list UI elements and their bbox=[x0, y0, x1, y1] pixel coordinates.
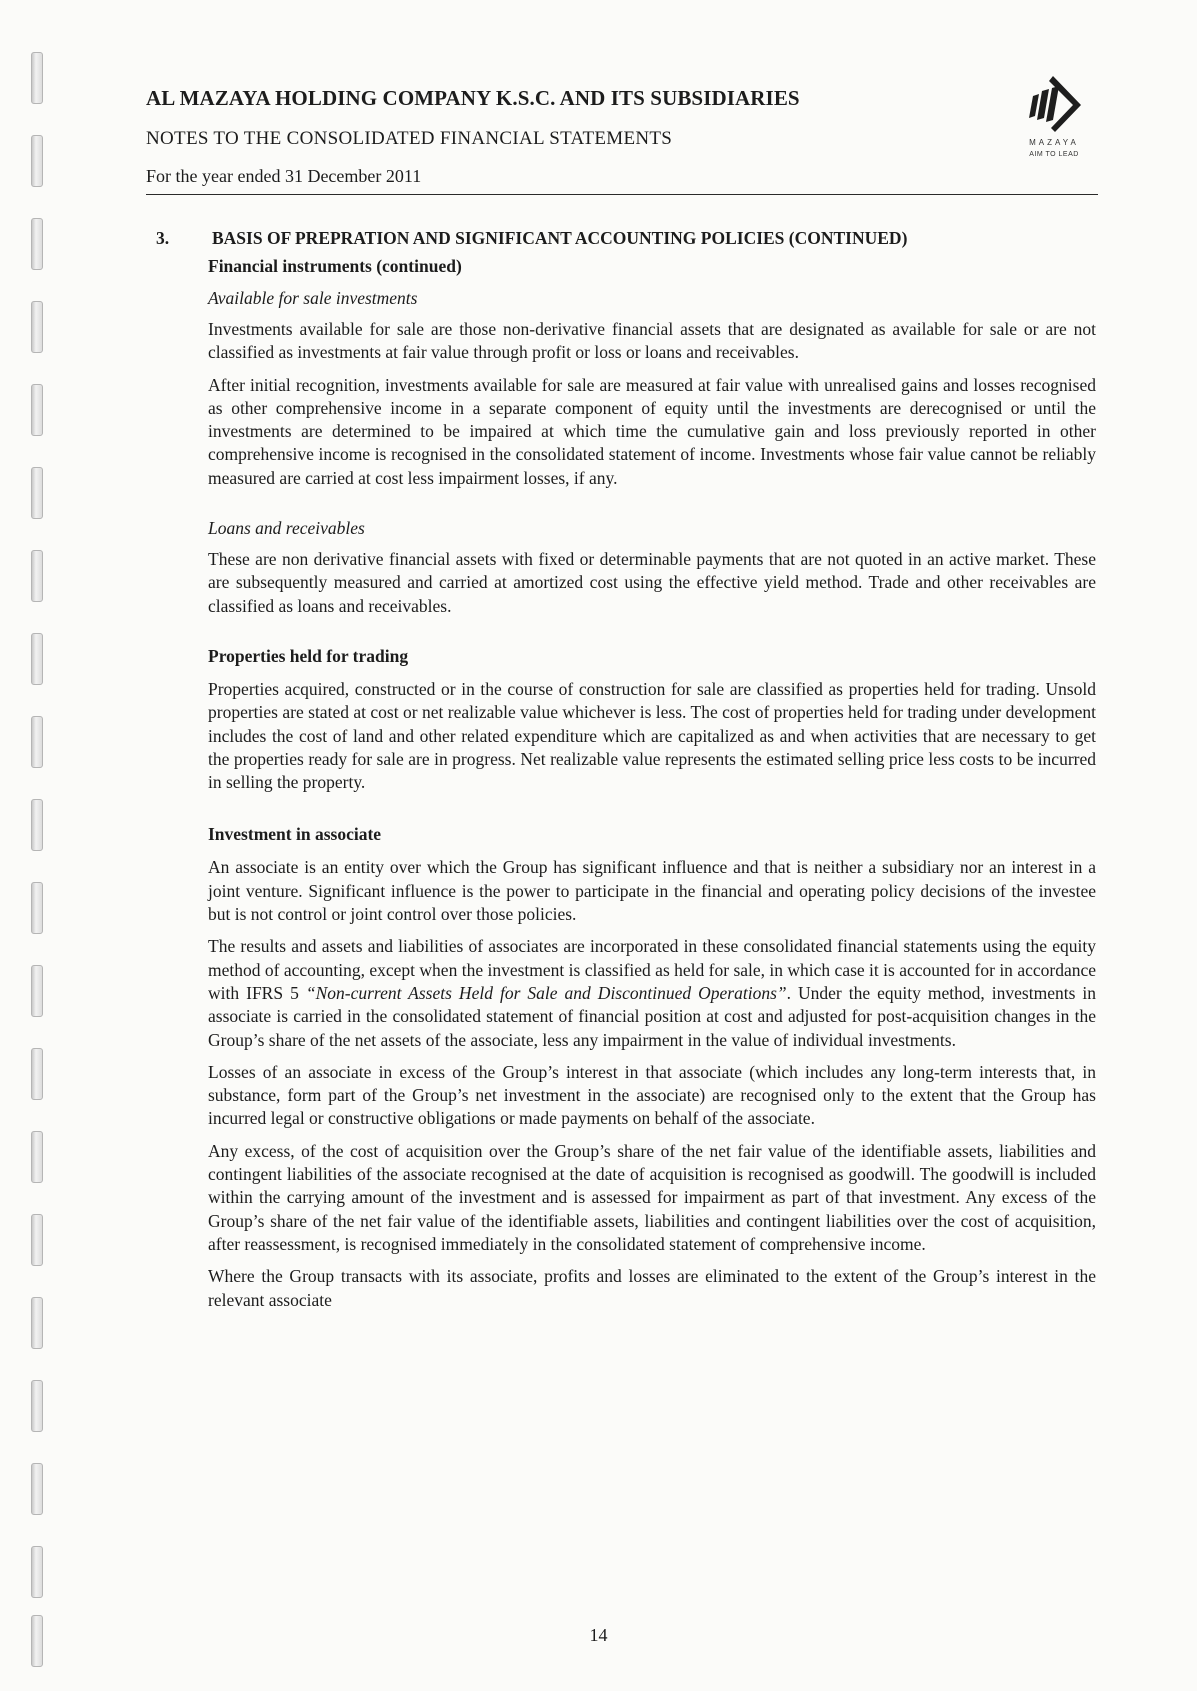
binder-punch-holes bbox=[0, 0, 60, 1691]
punch-hole bbox=[31, 882, 43, 934]
afs-paragraph: Investments available for sale are those non-derivative financial assets that are designated as available for sale or are not classified as investments at fair value through profit or loss or loans and receivables. bbox=[208, 319, 1096, 363]
properties-paragraph: Properties acquired, constructed or in the course of construction for sale are classified as properties held for trading. Unsold properties are stated at cost or net realizable value whichever is less. The cost of properties held for trading under development includes the cost of land and other related expenditure which are capitalized as and when activities that are necessary to get the properties ready for sale are in progress. Net realizable value represents the estimated selling price less costs to be incurred in selling the property. bbox=[208, 678, 1096, 793]
ifrs-reference: “Non-current Assets Held for Sale and Discontinued Operations” bbox=[305, 982, 787, 1003]
punch-hole bbox=[31, 1463, 43, 1515]
associate-text: . Under the equity method, investments in associate is carried in the consolidated statement of financial position at cost and adjusted for post-acquisition changes in the Group’s share of the net assets of the associate, less any impairment in the value of individual investments. bbox=[208, 982, 1097, 1050]
loans-paragraph: These are non derivative financial assets with fixed or determinable payments that are not quoted in an active market. These are subsequently measured and carried at amortized cost using the effective yield method. Trade and other receivables are classified as loans and receivables. bbox=[208, 549, 1096, 616]
punch-hole bbox=[31, 301, 43, 353]
punch-hole bbox=[31, 52, 43, 104]
punch-hole bbox=[31, 1048, 43, 1100]
section-heading bbox=[156, 228, 1096, 252]
punch-hole bbox=[31, 1131, 43, 1183]
page-header bbox=[146, 86, 1100, 196]
punch-hole bbox=[31, 716, 43, 768]
associate-paragraph: Where the Group transacts with its associate, profits and losses are eliminated to the extent of the Group’s interest in the relevant associate bbox=[208, 1266, 1096, 1310]
section-title: BASIS OF PREPRATION AND SIGNIFICANT ACCOUNTING POLICIES (CONTINUED) bbox=[212, 228, 908, 248]
punch-hole bbox=[31, 135, 43, 187]
notes-content bbox=[156, 228, 1096, 1321]
section-body bbox=[208, 256, 1096, 1312]
associate-paragraph: Losses of an associate in excess of the Group’s interest in that associate (which includes any long-term interests that, in substance, form part of the Group’s net investment in the associate) are recognised only to the extent that the Group has incurred legal or constructive obligations or made payments on behalf of the associate. bbox=[208, 1061, 1096, 1129]
punch-hole bbox=[31, 1297, 43, 1349]
loans-heading: Loans and receivables bbox=[208, 518, 365, 539]
punch-hole bbox=[31, 799, 43, 851]
subsection-heading: Financial instruments (continued) bbox=[208, 256, 462, 276]
company-logo bbox=[1006, 74, 1102, 174]
afs-heading: Available for sale investments bbox=[208, 288, 418, 308]
header-divider bbox=[146, 194, 1098, 195]
logo-wordmark: MAZAYA bbox=[1029, 138, 1079, 147]
associate-heading: Investment in associate bbox=[208, 824, 382, 845]
afs-paragraph: After initial recognition, investments available for sale are measured at fair value with unrealised gains and losses recognised as other comprehensive income in a separate component of equity until the investments are derecognised or until the investments are determined to be impaired at which time the cumulative gain and loss previously reported in other comprehensive income is recognised in the consolidated statement of income. Investments whose fair value cannot be reliably measured are carried at cost less impairment losses, if any. bbox=[208, 374, 1096, 488]
punch-hole bbox=[31, 1546, 43, 1598]
punch-hole bbox=[31, 218, 43, 270]
associate-paragraph: Any excess, of the cost of acquisition over the Group’s share of the net fair value of the identifiable assets, liabilities and contingent liabilities of the associate recognised at the date of acquisition is recognised as goodwill. The goodwill is included within the carrying amount of the investment and is assessed for impairment as part of that investment. Any excess of the Group’s share of the net fair value of the identifiable assets, liabilities and contingent liabilities over the cost of acquisition, after reassessment, is recognised immediately in the consolidated statement of comprehensive income. bbox=[208, 1140, 1096, 1254]
punch-hole bbox=[31, 633, 43, 685]
reporting-period: For the year ended 31 December 2011 bbox=[146, 166, 422, 186]
punch-hole bbox=[31, 550, 43, 602]
punch-hole bbox=[31, 1380, 43, 1432]
associate-text: The results and assets and liabilities of associates are incorporated in these consolidated financial statements using the equity method of accounting, except when the investment is classified as held for sale, in which case it is accounted for in accordance with IFRS 5 bbox=[208, 936, 1096, 1003]
logo-tagline: AIM TO LEAD bbox=[1029, 151, 1079, 158]
properties-heading: Properties held for trading bbox=[208, 645, 409, 666]
company-name: AL MAZAYA HOLDING COMPANY K.S.C. AND ITS SUBSIDIARIES bbox=[146, 86, 800, 110]
mazaya-logo-icon bbox=[1025, 74, 1083, 136]
document-subtitle: NOTES TO THE CONSOLIDATED FINANCIAL STATEMENTS bbox=[146, 128, 673, 149]
punch-hole bbox=[31, 384, 43, 436]
punch-hole bbox=[31, 1214, 43, 1266]
punch-hole bbox=[31, 467, 43, 519]
associate-paragraph bbox=[208, 935, 1096, 1051]
page-number: 14 bbox=[589, 1625, 608, 1645]
punch-hole bbox=[31, 965, 43, 1017]
associate-paragraph: An associate is an entity over which the Group has significant influence and that is neither a subsidiary nor an interest in a joint venture. Significant influence is the power to participate in the financial and operating policy decisions of the investee but is not control or joint control over those policies. bbox=[208, 857, 1096, 925]
section-number: 3. bbox=[156, 228, 170, 248]
